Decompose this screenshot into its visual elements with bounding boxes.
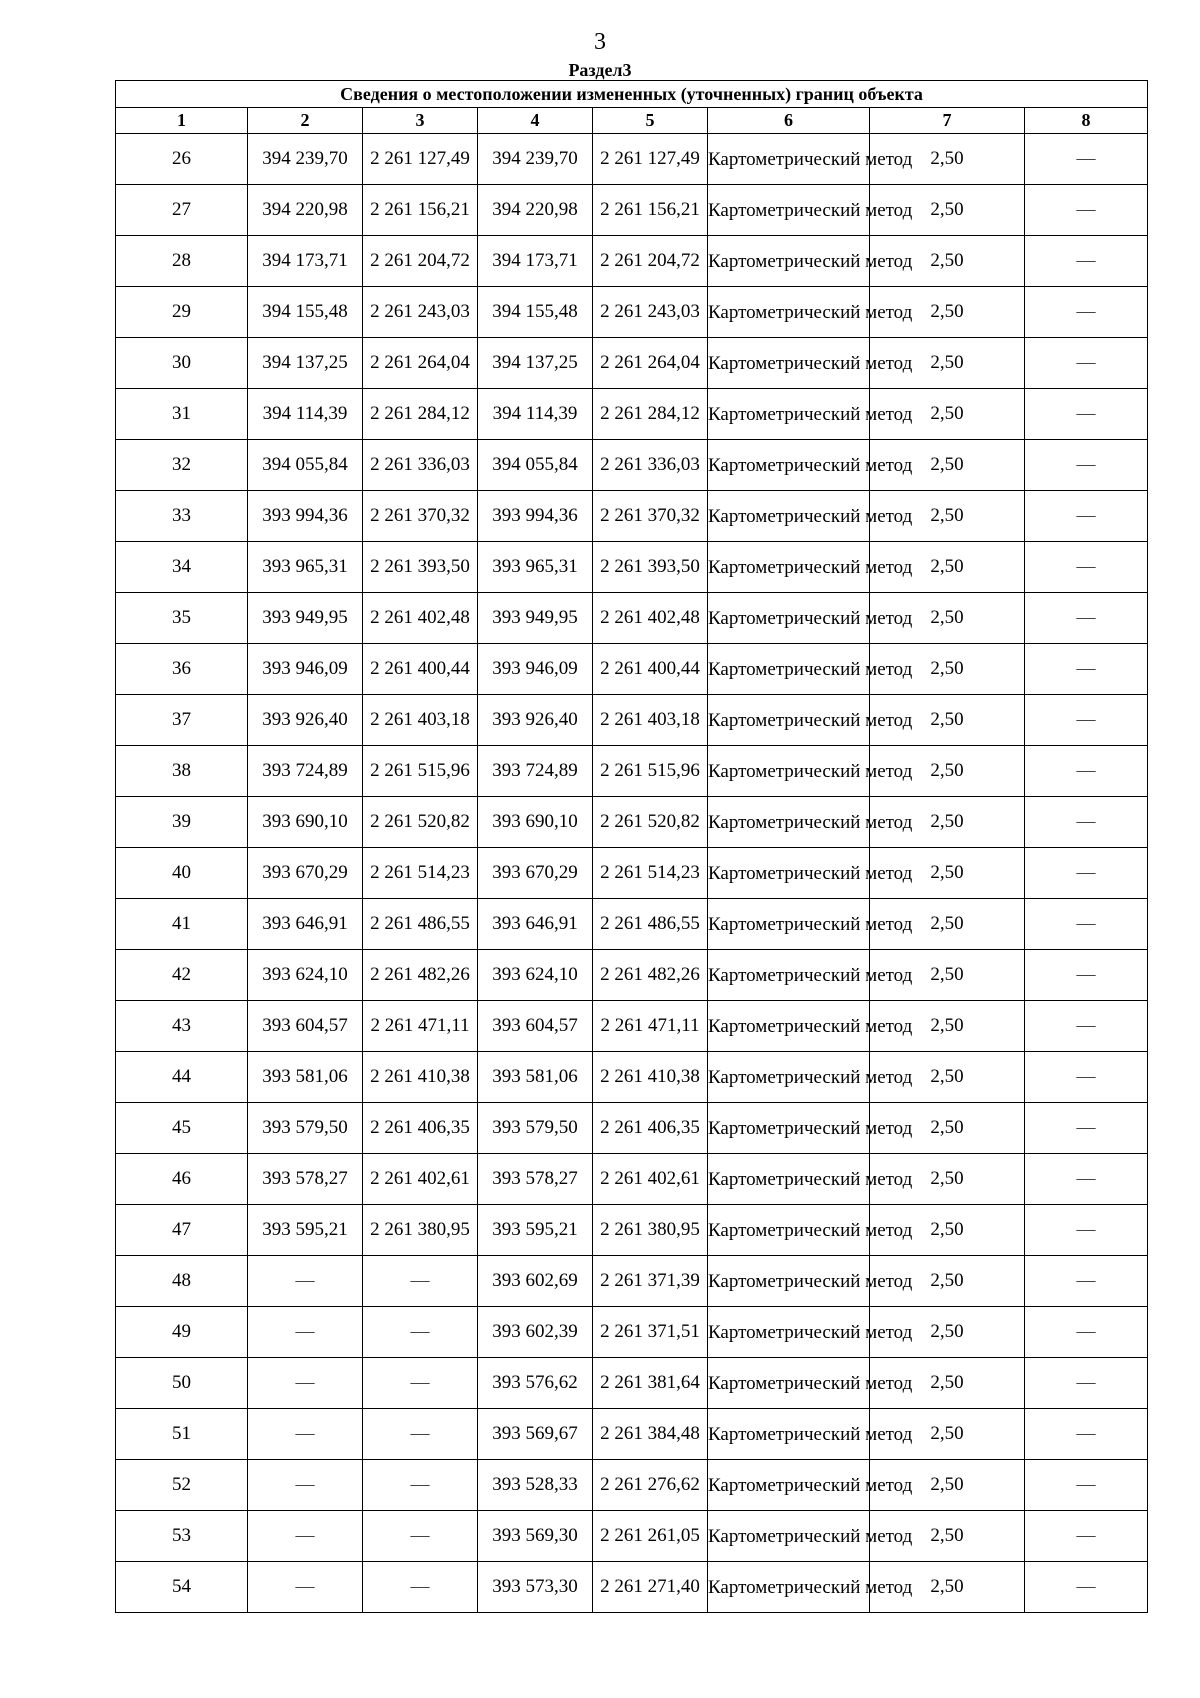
accuracy-cell: 2,50: [870, 1409, 1025, 1460]
boundary-coordinates-table: [115, 80, 1148, 1613]
table-row: [116, 1358, 1148, 1409]
description-cell: —: [1025, 1358, 1148, 1409]
description-cell: —: [1025, 695, 1148, 746]
new-x-cell: 393 724,89: [478, 746, 593, 797]
new-y-cell: 2 261 261,05: [593, 1511, 708, 1562]
method-cell: Картометрический метод: [708, 593, 870, 644]
method-cell: Картометрический метод: [708, 644, 870, 695]
accuracy-cell: 2,50: [870, 797, 1025, 848]
old-x-cell: —: [248, 1409, 363, 1460]
table-row: [116, 950, 1148, 1001]
accuracy-cell: 2,50: [870, 491, 1025, 542]
point-number-cell: 46: [116, 1154, 248, 1205]
new-x-cell: 393 624,10: [478, 950, 593, 1001]
new-x-cell: 393 576,62: [478, 1358, 593, 1409]
new-y-cell: 2 261 406,35: [593, 1103, 708, 1154]
accuracy-cell: 2,50: [870, 287, 1025, 338]
method-cell: Картометрический метод: [708, 236, 870, 287]
method-cell: Картометрический метод: [708, 1409, 870, 1460]
method-cell: Картометрический метод: [708, 848, 870, 899]
point-number-cell: 53: [116, 1511, 248, 1562]
accuracy-cell: 2,50: [870, 950, 1025, 1001]
old-y-cell: 2 261 406,35: [363, 1103, 478, 1154]
old-x-cell: 393 670,29: [248, 848, 363, 899]
new-x-cell: 393 578,27: [478, 1154, 593, 1205]
old-y-cell: 2 261 204,72: [363, 236, 478, 287]
old-x-cell: 393 581,06: [248, 1052, 363, 1103]
description-cell: —: [1025, 1103, 1148, 1154]
old-y-cell: 2 261 471,11: [363, 1001, 478, 1052]
description-cell: —: [1025, 593, 1148, 644]
table-row: [116, 491, 1148, 542]
accuracy-cell: 2,50: [870, 1154, 1025, 1205]
description-cell: —: [1025, 440, 1148, 491]
method-cell: Картометрический метод: [708, 746, 870, 797]
new-x-cell: 394 220,98: [478, 185, 593, 236]
table-row: [116, 1052, 1148, 1103]
old-y-cell: 2 261 402,61: [363, 1154, 478, 1205]
table-row: [116, 797, 1148, 848]
old-x-cell: 394 137,25: [248, 338, 363, 389]
method-cell: Картометрический метод: [708, 1154, 870, 1205]
description-cell: —: [1025, 134, 1148, 185]
new-y-cell: 2 261 243,03: [593, 287, 708, 338]
point-number-cell: 49: [116, 1307, 248, 1358]
new-y-cell: 2 261 381,64: [593, 1358, 708, 1409]
column-number: 4: [478, 108, 593, 134]
description-cell: —: [1025, 1256, 1148, 1307]
new-y-cell: 2 261 371,39: [593, 1256, 708, 1307]
point-number-cell: 42: [116, 950, 248, 1001]
method-cell: Картометрический метод: [708, 338, 870, 389]
point-number-cell: 35: [116, 593, 248, 644]
old-y-cell: 2 261 400,44: [363, 644, 478, 695]
table-row: [116, 1511, 1148, 1562]
old-x-cell: 393 595,21: [248, 1205, 363, 1256]
method-cell: Картометрический метод: [708, 950, 870, 1001]
old-x-cell: —: [248, 1307, 363, 1358]
method-cell: Картометрический метод: [708, 1358, 870, 1409]
description-cell: —: [1025, 950, 1148, 1001]
new-y-cell: 2 261 402,61: [593, 1154, 708, 1205]
new-y-cell: 2 261 127,49: [593, 134, 708, 185]
new-x-cell: 393 581,06: [478, 1052, 593, 1103]
description-cell: —: [1025, 1460, 1148, 1511]
old-y-cell: —: [363, 1358, 478, 1409]
new-x-cell: 393 579,50: [478, 1103, 593, 1154]
accuracy-cell: 2,50: [870, 1358, 1025, 1409]
new-y-cell: 2 261 520,82: [593, 797, 708, 848]
description-cell: —: [1025, 899, 1148, 950]
column-number: 8: [1025, 108, 1148, 134]
accuracy-cell: 2,50: [870, 1205, 1025, 1256]
point-number-cell: 30: [116, 338, 248, 389]
accuracy-cell: 2,50: [870, 1001, 1025, 1052]
method-cell: Картометрический метод: [708, 287, 870, 338]
point-number-cell: 41: [116, 899, 248, 950]
description-cell: —: [1025, 644, 1148, 695]
method-cell: Картометрический метод: [708, 797, 870, 848]
accuracy-cell: 2,50: [870, 440, 1025, 491]
point-number-cell: 43: [116, 1001, 248, 1052]
point-number-cell: 28: [116, 236, 248, 287]
column-number-row: [116, 108, 1148, 134]
point-number-cell: 29: [116, 287, 248, 338]
new-x-cell: 393 670,29: [478, 848, 593, 899]
description-cell: —: [1025, 1052, 1148, 1103]
accuracy-cell: 2,50: [870, 134, 1025, 185]
new-x-cell: 394 114,39: [478, 389, 593, 440]
table-row: [116, 1205, 1148, 1256]
table-row: [116, 1154, 1148, 1205]
new-x-cell: 393 646,91: [478, 899, 593, 950]
method-cell: Картометрический метод: [708, 695, 870, 746]
new-y-cell: 2 261 384,48: [593, 1409, 708, 1460]
new-y-cell: 2 261 336,03: [593, 440, 708, 491]
old-x-cell: 394 055,84: [248, 440, 363, 491]
description-cell: —: [1025, 746, 1148, 797]
description-cell: —: [1025, 1511, 1148, 1562]
new-x-cell: 393 994,36: [478, 491, 593, 542]
old-x-cell: 394 114,39: [248, 389, 363, 440]
point-number-cell: 52: [116, 1460, 248, 1511]
old-y-cell: 2 261 284,12: [363, 389, 478, 440]
description-cell: —: [1025, 1001, 1148, 1052]
point-number-cell: 50: [116, 1358, 248, 1409]
method-cell: Картометрический метод: [708, 389, 870, 440]
point-number-cell: 33: [116, 491, 248, 542]
accuracy-cell: 2,50: [870, 1103, 1025, 1154]
table-row: [116, 848, 1148, 899]
point-number-cell: 37: [116, 695, 248, 746]
new-y-cell: 2 261 515,96: [593, 746, 708, 797]
column-number: 7: [870, 108, 1025, 134]
new-x-cell: 394 055,84: [478, 440, 593, 491]
new-y-cell: 2 261 204,72: [593, 236, 708, 287]
method-cell: Картометрический метод: [708, 1103, 870, 1154]
new-x-cell: 393 528,33: [478, 1460, 593, 1511]
new-y-cell: 2 261 370,32: [593, 491, 708, 542]
new-x-cell: 393 602,69: [478, 1256, 593, 1307]
description-cell: —: [1025, 1205, 1148, 1256]
old-y-cell: 2 261 514,23: [363, 848, 478, 899]
table-row: [116, 1460, 1148, 1511]
description-cell: —: [1025, 848, 1148, 899]
old-x-cell: 393 690,10: [248, 797, 363, 848]
old-y-cell: —: [363, 1562, 478, 1613]
old-x-cell: 393 926,40: [248, 695, 363, 746]
new-x-cell: 393 926,40: [478, 695, 593, 746]
old-y-cell: 2 261 486,55: [363, 899, 478, 950]
method-cell: Картометрический метод: [708, 542, 870, 593]
point-number-cell: 54: [116, 1562, 248, 1613]
method-cell: Картометрический метод: [708, 1562, 870, 1613]
table-row: [116, 236, 1148, 287]
table-body: [116, 134, 1148, 1613]
old-x-cell: —: [248, 1511, 363, 1562]
point-number-cell: 36: [116, 644, 248, 695]
old-x-cell: 394 239,70: [248, 134, 363, 185]
table-row: [116, 338, 1148, 389]
description-cell: —: [1025, 287, 1148, 338]
accuracy-cell: 2,50: [870, 542, 1025, 593]
old-y-cell: —: [363, 1307, 478, 1358]
accuracy-cell: 2,50: [870, 899, 1025, 950]
description-cell: —: [1025, 1307, 1148, 1358]
old-x-cell: 393 965,31: [248, 542, 363, 593]
accuracy-cell: 2,50: [870, 593, 1025, 644]
point-number-cell: 31: [116, 389, 248, 440]
new-y-cell: 2 261 271,40: [593, 1562, 708, 1613]
description-cell: —: [1025, 797, 1148, 848]
point-number-cell: 32: [116, 440, 248, 491]
new-x-cell: 393 946,09: [478, 644, 593, 695]
old-y-cell: —: [363, 1409, 478, 1460]
old-y-cell: —: [363, 1256, 478, 1307]
old-x-cell: 393 949,95: [248, 593, 363, 644]
method-cell: Картометрический метод: [708, 440, 870, 491]
new-y-cell: 2 261 371,51: [593, 1307, 708, 1358]
point-number-cell: 48: [116, 1256, 248, 1307]
description-cell: —: [1025, 1562, 1148, 1613]
old-x-cell: 393 578,27: [248, 1154, 363, 1205]
old-y-cell: 2 261 264,04: [363, 338, 478, 389]
accuracy-cell: 2,50: [870, 848, 1025, 899]
old-y-cell: 2 261 127,49: [363, 134, 478, 185]
accuracy-cell: 2,50: [870, 695, 1025, 746]
column-number: 5: [593, 108, 708, 134]
table-row: [116, 746, 1148, 797]
new-x-cell: 393 604,57: [478, 1001, 593, 1052]
description-cell: —: [1025, 185, 1148, 236]
description-cell: —: [1025, 389, 1148, 440]
old-y-cell: 2 261 482,26: [363, 950, 478, 1001]
table-caption: Сведения о местоположении измененных (уточненных) границ объекта: [116, 81, 1148, 108]
new-y-cell: 2 261 514,23: [593, 848, 708, 899]
description-cell: —: [1025, 1409, 1148, 1460]
new-y-cell: 2 261 471,11: [593, 1001, 708, 1052]
point-number-cell: 51: [116, 1409, 248, 1460]
new-y-cell: 2 261 393,50: [593, 542, 708, 593]
table-row: [116, 440, 1148, 491]
old-x-cell: 393 604,57: [248, 1001, 363, 1052]
point-number-cell: 44: [116, 1052, 248, 1103]
method-cell: Картометрический метод: [708, 1001, 870, 1052]
new-y-cell: 2 261 264,04: [593, 338, 708, 389]
old-x-cell: 393 724,89: [248, 746, 363, 797]
old-x-cell: 393 946,09: [248, 644, 363, 695]
new-x-cell: 393 690,10: [478, 797, 593, 848]
point-number-cell: 39: [116, 797, 248, 848]
method-cell: Картометрический метод: [708, 491, 870, 542]
table-row: [116, 1409, 1148, 1460]
old-x-cell: —: [248, 1358, 363, 1409]
method-cell: Картометрический метод: [708, 134, 870, 185]
point-number-cell: 45: [116, 1103, 248, 1154]
column-number: 3: [363, 108, 478, 134]
new-x-cell: 394 239,70: [478, 134, 593, 185]
old-x-cell: 393 579,50: [248, 1103, 363, 1154]
page-number: 3: [594, 29, 606, 55]
column-number: 2: [248, 108, 363, 134]
old-y-cell: 2 261 336,03: [363, 440, 478, 491]
accuracy-cell: 2,50: [870, 389, 1025, 440]
description-cell: —: [1025, 491, 1148, 542]
old-y-cell: 2 261 156,21: [363, 185, 478, 236]
old-y-cell: 2 261 410,38: [363, 1052, 478, 1103]
new-y-cell: 2 261 410,38: [593, 1052, 708, 1103]
new-x-cell: 393 569,67: [478, 1409, 593, 1460]
old-y-cell: 2 261 520,82: [363, 797, 478, 848]
description-cell: —: [1025, 542, 1148, 593]
table-row: [116, 1256, 1148, 1307]
point-number-cell: 27: [116, 185, 248, 236]
old-x-cell: 393 646,91: [248, 899, 363, 950]
point-number-cell: 47: [116, 1205, 248, 1256]
accuracy-cell: 2,50: [870, 746, 1025, 797]
old-x-cell: —: [248, 1256, 363, 1307]
old-y-cell: 2 261 402,48: [363, 593, 478, 644]
old-x-cell: 394 173,71: [248, 236, 363, 287]
method-cell: Картометрический метод: [708, 185, 870, 236]
old-y-cell: 2 261 393,50: [363, 542, 478, 593]
new-y-cell: 2 261 402,48: [593, 593, 708, 644]
new-y-cell: 2 261 486,55: [593, 899, 708, 950]
old-y-cell: —: [363, 1460, 478, 1511]
point-number-cell: 38: [116, 746, 248, 797]
new-y-cell: 2 261 156,21: [593, 185, 708, 236]
old-x-cell: —: [248, 1562, 363, 1613]
accuracy-cell: 2,50: [870, 1307, 1025, 1358]
new-x-cell: 394 137,25: [478, 338, 593, 389]
accuracy-cell: 2,50: [870, 644, 1025, 695]
point-number-cell: 40: [116, 848, 248, 899]
new-x-cell: 393 602,39: [478, 1307, 593, 1358]
method-cell: Картометрический метод: [708, 1460, 870, 1511]
method-cell: Картометрический метод: [708, 1052, 870, 1103]
old-y-cell: 2 261 403,18: [363, 695, 478, 746]
new-y-cell: 2 261 284,12: [593, 389, 708, 440]
table-row: [116, 389, 1148, 440]
new-x-cell: 394 155,48: [478, 287, 593, 338]
table-row: [116, 1307, 1148, 1358]
description-cell: —: [1025, 338, 1148, 389]
table-row: [116, 1562, 1148, 1613]
section-title: Раздел3: [568, 60, 632, 80]
accuracy-cell: 2,50: [870, 338, 1025, 389]
new-x-cell: 393 949,95: [478, 593, 593, 644]
table-row: [116, 542, 1148, 593]
table-row: [116, 899, 1148, 950]
table-row: [116, 185, 1148, 236]
new-y-cell: 2 261 276,62: [593, 1460, 708, 1511]
new-x-cell: 393 595,21: [478, 1205, 593, 1256]
old-y-cell: 2 261 243,03: [363, 287, 478, 338]
table-row: [116, 644, 1148, 695]
table-row: [116, 134, 1148, 185]
new-y-cell: 2 261 482,26: [593, 950, 708, 1001]
accuracy-cell: 2,50: [870, 1511, 1025, 1562]
accuracy-cell: 2,50: [870, 236, 1025, 287]
old-x-cell: 394 220,98: [248, 185, 363, 236]
accuracy-cell: 2,50: [870, 185, 1025, 236]
point-number-cell: 26: [116, 134, 248, 185]
method-cell: Картометрический метод: [708, 1256, 870, 1307]
table-row: [116, 1001, 1148, 1052]
method-cell: Картометрический метод: [708, 899, 870, 950]
method-cell: Картометрический метод: [708, 1511, 870, 1562]
old-y-cell: 2 261 370,32: [363, 491, 478, 542]
column-number: 6: [708, 108, 870, 134]
new-x-cell: 394 173,71: [478, 236, 593, 287]
table-row: [116, 1103, 1148, 1154]
description-cell: —: [1025, 1154, 1148, 1205]
old-x-cell: —: [248, 1460, 363, 1511]
old-y-cell: —: [363, 1511, 478, 1562]
new-y-cell: 2 261 403,18: [593, 695, 708, 746]
accuracy-cell: 2,50: [870, 1460, 1025, 1511]
method-cell: Картометрический метод: [708, 1307, 870, 1358]
new-x-cell: 393 573,30: [478, 1562, 593, 1613]
method-cell: Картометрический метод: [708, 1205, 870, 1256]
column-number: 1: [116, 108, 248, 134]
old-y-cell: 2 261 380,95: [363, 1205, 478, 1256]
old-y-cell: 2 261 515,96: [363, 746, 478, 797]
accuracy-cell: 2,50: [870, 1256, 1025, 1307]
old-x-cell: 393 624,10: [248, 950, 363, 1001]
table-row: [116, 593, 1148, 644]
point-number-cell: 34: [116, 542, 248, 593]
description-cell: —: [1025, 236, 1148, 287]
new-x-cell: 393 965,31: [478, 542, 593, 593]
new-y-cell: 2 261 400,44: [593, 644, 708, 695]
table-row: [116, 695, 1148, 746]
accuracy-cell: 2,50: [870, 1562, 1025, 1613]
new-y-cell: 2 261 380,95: [593, 1205, 708, 1256]
old-x-cell: 394 155,48: [248, 287, 363, 338]
old-x-cell: 393 994,36: [248, 491, 363, 542]
accuracy-cell: 2,50: [870, 1052, 1025, 1103]
table-row: [116, 287, 1148, 338]
new-x-cell: 393 569,30: [478, 1511, 593, 1562]
